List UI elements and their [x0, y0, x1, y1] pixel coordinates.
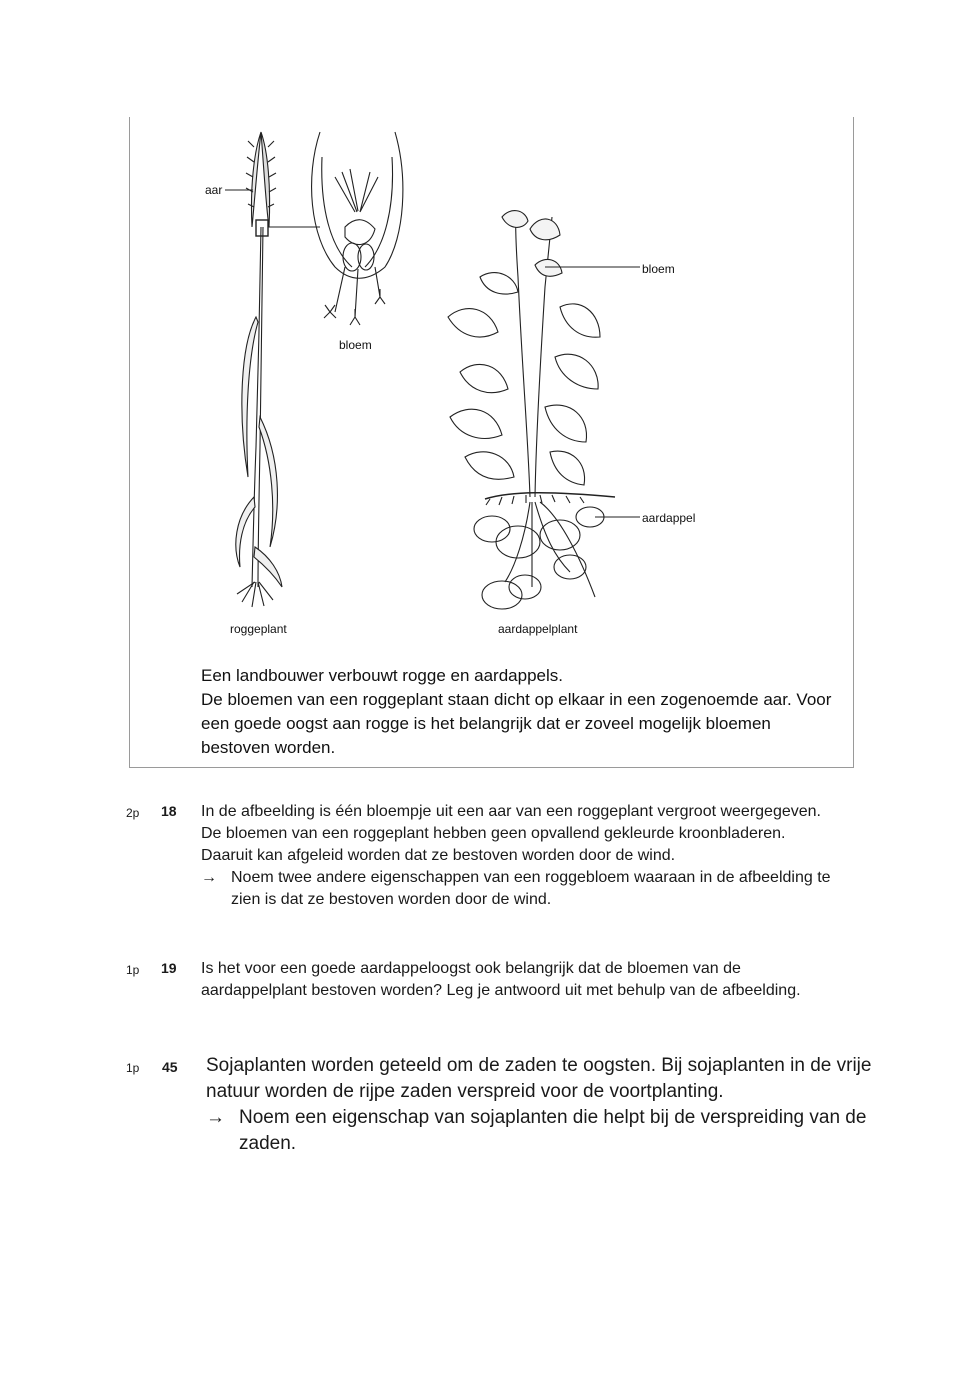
question-body — [206, 1053, 911, 1157]
question-instruction: Noem twee andere eigenschappen van een roggebloem waaraan in de afbeelding te zien is dat ze bestoven worden door de wind. — [231, 869, 831, 908]
label-aar: aar — [205, 183, 223, 197]
question-points: 1p — [126, 1061, 140, 1075]
question-body — [201, 958, 841, 1002]
label-roggeplant: roggeplant — [230, 622, 287, 636]
intro-line-1: Een landbouwer verbouwt rogge en aardappels. — [201, 666, 563, 685]
question-body — [201, 801, 841, 911]
label-bloem-potato: bloem — [642, 262, 675, 276]
question-number: 18 — [161, 803, 177, 819]
label-aardappelplant: aardappelplant — [498, 622, 578, 636]
intro-paragraph-2: De bloemen van een roggeplant staan dicht op elkaar in een zogenoemde aar. Voor een goede oogst aan rogge is het belangrijk dat er zoveel mogelijk bloemen bestoven worden. — [201, 690, 832, 757]
question-text: In de afbeelding is één bloempje uit een aar van een roggeplant vergroot weergegeven. De bloemen van een roggeplant hebben geen opvallend gekleurde kroonbladeren. Daaruit kan afgeleid worden dat ze bestoven worden door de wind. — [201, 803, 821, 864]
figure-box — [129, 117, 854, 768]
potato-plant-drawing — [448, 211, 640, 609]
question-points: 2p — [126, 806, 140, 820]
label-aardappel: aardappel — [642, 511, 696, 525]
question-instruction: Noem een eigenschap van sojaplanten die helpt bij de verspreiding van de zaden. — [239, 1107, 867, 1154]
question-text: Is het voor een goede aardappeloogst ook belangrijk dat de bloemen van de aardappelplant bestoven worden? Leg je antwoord uit met behulp van de afbeelding. — [201, 960, 801, 999]
arrow-icon: → — [201, 869, 217, 886]
arrow-icon: → — [206, 1107, 225, 1128]
rye-plant-drawing — [225, 132, 320, 607]
rye-flower-drawing — [312, 132, 403, 325]
question-number: 19 — [161, 960, 177, 976]
question-instruction-line — [206, 1105, 911, 1157]
label-bloem-rye: bloem — [339, 338, 372, 352]
question-instruction-line — [201, 867, 841, 911]
plants-illustration — [130, 117, 855, 647]
question-points: 1p — [126, 963, 140, 977]
question-text: Sojaplanten worden geteeld om de zaden te oogsten. Bij sojaplanten in de vrije natuur worden de rijpe zaden verspreid voor de voortplanting. — [206, 1055, 872, 1102]
figure-intro-text — [201, 664, 841, 760]
question-number: 45 — [162, 1059, 178, 1075]
